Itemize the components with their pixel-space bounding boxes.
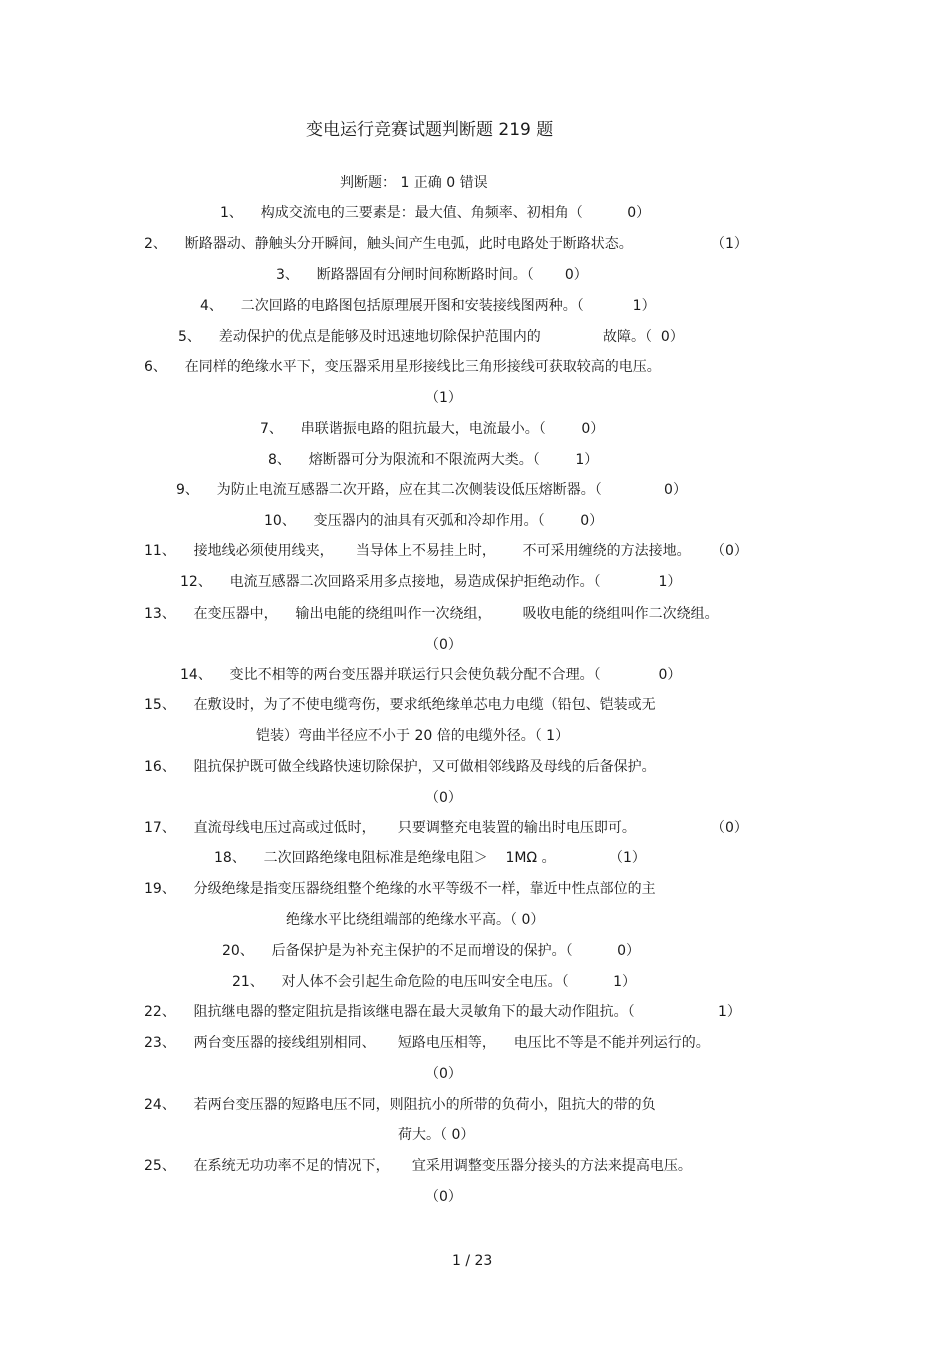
question-item bbox=[180, 666, 681, 684]
question-text: 构成交流电的三要素是：最大值、角频率、初相角（ 0） bbox=[260, 205, 651, 221]
question-text: 变比不相等的两台变压器并联运行只会使负载分配不合理。（ 0） bbox=[229, 667, 682, 683]
question-number: 18、 bbox=[214, 850, 246, 866]
question-item bbox=[144, 605, 719, 623]
question-number: 2、 bbox=[144, 236, 167, 252]
question-item bbox=[178, 328, 684, 346]
question-number: 19、 bbox=[144, 881, 176, 897]
question-item bbox=[144, 1157, 692, 1175]
question-number: 3、 bbox=[276, 267, 299, 283]
question-continuation: （0） bbox=[425, 1066, 462, 1082]
question-text: 在敷设时，为了不使电缆弯伤，要求纸绝缘单芯电力电缆（铅包、铠装或无 bbox=[193, 697, 656, 713]
question-text: 直流母线电压过高或过低时， 只要调整充电装置的输出时电压即可。 bbox=[193, 820, 636, 836]
question-number: 12、 bbox=[180, 574, 212, 590]
question-item bbox=[200, 297, 656, 315]
question-text: 二次回路的电路图包括原理展开图和安装接线图两种。（ 1） bbox=[240, 298, 656, 314]
question-text: 分级绝缘是指变压器绕组整个绝缘的水平等级不一样，靠近中性点部位的主 bbox=[193, 881, 656, 897]
question-text: 熔断器可分为限流和不限流两大类。（ 1） bbox=[308, 452, 599, 468]
question-number: 15、 bbox=[144, 697, 176, 713]
question-text: 在变压器中， 输出电能的绕组叫作一次绕组， 吸收电能的绕组叫作二次绕组。 bbox=[193, 606, 719, 622]
question-continuation: （1） bbox=[425, 390, 462, 406]
question-continuation: （0） bbox=[425, 1189, 462, 1205]
question-number: 13、 bbox=[144, 606, 176, 622]
question-answer: （0） bbox=[711, 820, 748, 836]
question-number: 9、 bbox=[176, 482, 199, 498]
question-number: 11、 bbox=[144, 543, 176, 559]
question-number: 17、 bbox=[144, 820, 176, 836]
question-item bbox=[176, 481, 687, 499]
question-item bbox=[222, 942, 640, 960]
question-text: 接地线必须使用线夹， 当导体上不易挂上时， 不可采用缠绕的方法接地。 bbox=[193, 543, 691, 559]
question-text: 为防止电流互感器二次开路，应在其二次侧装设低压熔断器。（ 0） bbox=[216, 482, 687, 498]
question-text: 断路器动、静触头分开瞬间，触头间产生电弧，此时电路处于断路状态。 bbox=[184, 236, 633, 252]
question-text: 在同样的绝缘水平下，变压器采用星形接线比三角形接线可获取较高的电压。 bbox=[184, 359, 661, 375]
question-text: 后备保护是为补充主保护的不足而增设的保护。（ 0） bbox=[271, 943, 641, 959]
document-title: 变电运行竞赛试题判断题 219 题 bbox=[306, 120, 554, 140]
question-text: 两台变压器的接线组别相同、 短路电压相等， 电压比不等是不能并列运行的。 bbox=[193, 1035, 710, 1051]
question-item bbox=[144, 1096, 656, 1114]
question-number: 16、 bbox=[144, 759, 176, 775]
question-continuation: （0） bbox=[425, 637, 462, 653]
question-item bbox=[276, 266, 588, 284]
question-text: 串联谐振电路的阻抗最大，电流最小。（ 0） bbox=[300, 421, 605, 437]
question-continuation: 绝缘水平比绕组端部的绝缘水平高。（ 0） bbox=[286, 912, 545, 928]
question-item bbox=[180, 573, 681, 591]
question-item bbox=[144, 1034, 710, 1052]
question-number: 4、 bbox=[200, 298, 223, 314]
question-item bbox=[144, 758, 656, 776]
question-text: 在系统无功功率不足的情况下， 宜采用调整变压器分接头的方法来提高电压。 bbox=[193, 1158, 692, 1174]
question-text: 断路器固有分闸时间称断路时间。（ 0） bbox=[316, 267, 588, 283]
question-text: 若两台变压器的短路电压不同，则阻抗小的所带的负荷小，阻抗大的带的负 bbox=[193, 1097, 656, 1113]
question-text: 对人体不会引起生命危险的电压叫安全电压。（ 1） bbox=[281, 974, 637, 990]
question-number: 10、 bbox=[264, 513, 296, 529]
question-answer: 1） bbox=[718, 1004, 741, 1020]
question-continuation: 铠装）弯曲半径应不小于 20 倍的电缆外径。（ 1） bbox=[256, 728, 570, 744]
question-continuation: （0） bbox=[425, 790, 462, 806]
question-number: 1、 bbox=[220, 205, 243, 221]
question-item bbox=[144, 1003, 635, 1021]
question-item bbox=[144, 358, 661, 376]
question-number: 25、 bbox=[144, 1158, 176, 1174]
question-item bbox=[144, 542, 691, 560]
question-number: 21、 bbox=[232, 974, 264, 990]
question-number: 6、 bbox=[144, 359, 167, 375]
question-item bbox=[260, 420, 604, 438]
question-answer: （1） bbox=[711, 236, 748, 252]
question-number: 7、 bbox=[260, 421, 283, 437]
question-answer: （0） bbox=[711, 543, 748, 559]
question-number: 24、 bbox=[144, 1097, 176, 1113]
question-number: 14、 bbox=[180, 667, 212, 683]
question-text: 差动保护的优点是能够及时迅速地切除保护范围内的 故障。（ 0） bbox=[218, 329, 684, 345]
question-item bbox=[144, 235, 633, 253]
question-text: 变压器内的油具有灭弧和冷却作用。（ 0） bbox=[313, 513, 604, 529]
question-number: 22、 bbox=[144, 1004, 176, 1020]
question-text: 二次回路绝缘电阻标准是绝缘电阻＞ 1MΩ 。 （1） bbox=[263, 850, 646, 866]
question-number: 20、 bbox=[222, 943, 254, 959]
question-item bbox=[144, 696, 656, 714]
question-item bbox=[232, 973, 636, 991]
page-number: 1 / 23 bbox=[452, 1253, 493, 1269]
question-item bbox=[214, 849, 646, 867]
document-subtitle: 判断题： 1 正确 0 错误 bbox=[340, 175, 488, 191]
question-number: 23、 bbox=[144, 1035, 176, 1051]
question-number: 8、 bbox=[268, 452, 291, 468]
question-continuation: 荷大。（ 0） bbox=[398, 1127, 475, 1143]
question-text: 阻抗继电器的整定阻抗是指该继电器在最大灵敏角下的最大动作阻抗。（ bbox=[193, 1004, 635, 1020]
question-item bbox=[268, 451, 598, 469]
question-item bbox=[144, 819, 636, 837]
question-number: 5、 bbox=[178, 329, 201, 345]
question-item bbox=[144, 880, 656, 898]
question-text: 电流互感器二次回路采用多点接地，易造成保护拒绝动作。（ 1） bbox=[229, 574, 682, 590]
question-item bbox=[220, 204, 650, 222]
question-text: 阻抗保护既可做全线路快速切除保护，又可做相邻线路及母线的后备保护。 bbox=[193, 759, 656, 775]
question-item bbox=[264, 512, 603, 530]
